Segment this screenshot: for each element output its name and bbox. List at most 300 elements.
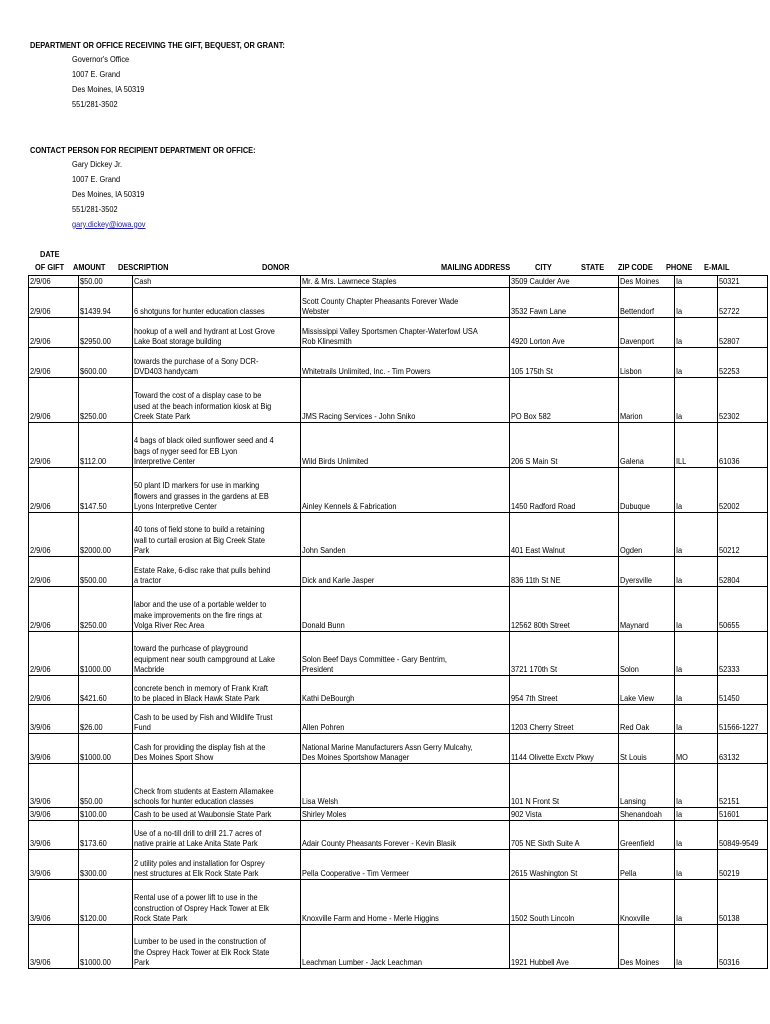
- gift-row: [29, 276, 768, 288]
- gift-address-cell: [510, 276, 619, 288]
- gift-zip-text: 50316: [719, 957, 740, 968]
- gift-state-cell: [675, 288, 718, 318]
- gift-amount-text: $421.60: [80, 693, 107, 704]
- gift-donor-text: JMS Racing Services - John Sniko: [302, 411, 416, 422]
- gift-donor-cell: [301, 676, 510, 705]
- gift-date-text: 3/9/06: [30, 957, 51, 968]
- gift-city-text: Pella: [620, 868, 637, 879]
- gift-donor-text: Ainley Kennels & Fabrication: [302, 501, 397, 512]
- gift-date-cell: [29, 288, 79, 318]
- gift-state-text: Ia: [676, 693, 683, 704]
- gift-date-cell: [29, 764, 79, 808]
- gift-state-cell: [675, 348, 718, 378]
- gift-description-text: toward the purhcase of playground equipment near south campground at Lake Macbride: [134, 643, 275, 675]
- gift-donor-cell: [301, 734, 510, 764]
- gift-amount-cell: [79, 468, 133, 513]
- gift-date-cell: [29, 276, 79, 288]
- gift-address-cell: [510, 423, 619, 468]
- header-date-top: DATE: [40, 249, 60, 259]
- gift-amount-cell: [79, 378, 133, 423]
- gift-address-text: 105 175th St: [511, 366, 553, 377]
- gift-amount-text: $50.00: [80, 796, 103, 807]
- gift-date-text: 2/9/06: [30, 456, 51, 467]
- gift-date-text: 2/9/06: [30, 306, 51, 317]
- gift-city-cell: [619, 318, 675, 348]
- gift-description-cell: [133, 925, 301, 969]
- gift-zip-cell: [718, 423, 768, 468]
- gift-description-cell: [133, 632, 301, 676]
- gift-zip-text: 52151: [719, 796, 740, 807]
- gift-date-text: 2/9/06: [30, 545, 51, 556]
- gift-description-text: Rental use of a power lift to use in the construction of Osprey Hack Tower at Elk Rock State Park: [134, 892, 270, 924]
- contact-line: 1007 E. Grand: [72, 174, 121, 184]
- gift-address-cell: [510, 734, 619, 764]
- gift-address-text: 836 11th St NE: [511, 575, 561, 586]
- gift-donor-cell: [301, 764, 510, 808]
- gift-address-text: 4920 Lorton Ave: [511, 336, 565, 347]
- gift-donor-text: Mississippi Valley Sportsmen Chapter-Waterfowl USA Rob Klinesmith: [302, 325, 478, 347]
- gift-address-cell: [510, 821, 619, 850]
- gift-description-text: Toward the cost of a display case to be used at the beach information kiosk at Big Creek State Park: [134, 390, 272, 422]
- gift-description-cell: [133, 676, 301, 705]
- gift-zip-cell: [718, 557, 768, 587]
- contact-email-link[interactable]: gary.dickey@iowa.gov: [72, 219, 146, 229]
- gift-city-text: Lisbon: [620, 366, 642, 377]
- gift-zip-cell: [718, 348, 768, 378]
- gift-date-cell: [29, 850, 79, 880]
- gift-date-cell: [29, 318, 79, 348]
- gift-date-cell: [29, 925, 79, 969]
- gift-row: [29, 587, 768, 632]
- gift-zip-cell: [718, 764, 768, 808]
- gift-zip-cell: [718, 808, 768, 821]
- gift-amount-text: $300.00: [80, 868, 107, 879]
- gift-donor-text: Scott County Chapter Pheasants Forever Wade Webster: [302, 295, 459, 317]
- gift-donor-text: Donald Bunn: [302, 620, 345, 631]
- header-amount: AMOUNT: [73, 262, 106, 272]
- gift-description-text: 6 shotguns for hunter education classes: [134, 306, 265, 317]
- gift-row: [29, 557, 768, 587]
- gift-state-text: Ia: [676, 913, 683, 924]
- gift-donor-text: Shirley Moles: [302, 809, 347, 820]
- gift-amount-text: $250.00: [80, 620, 107, 631]
- gift-donor-cell: [301, 513, 510, 557]
- gift-state-text: Ia: [676, 336, 683, 347]
- gift-address-cell: [510, 378, 619, 423]
- gift-amount-text: $250.00: [80, 411, 107, 422]
- gift-address-text: 101 N Front St: [511, 796, 560, 807]
- gift-row: [29, 378, 768, 423]
- gift-state-cell: [675, 378, 718, 423]
- gift-city-cell: [619, 880, 675, 925]
- department-line: Governor's Office: [72, 54, 130, 64]
- gift-state-text: Ia: [676, 545, 683, 556]
- gift-amount-cell: [79, 288, 133, 318]
- header-mailing-address: MAILING ADDRESS: [441, 262, 511, 272]
- gift-amount-cell: [79, 318, 133, 348]
- gift-address-text: 3532 Fawn Lane: [511, 306, 567, 317]
- gift-city-cell: [619, 632, 675, 676]
- gift-amount-cell: [79, 423, 133, 468]
- gift-city-cell: [619, 513, 675, 557]
- gift-state-text: Ia: [676, 620, 683, 631]
- gift-zip-text: 52333: [719, 664, 740, 675]
- gift-city-cell: [619, 288, 675, 318]
- gift-donor-text: Lisa Welsh: [302, 796, 339, 807]
- gift-amount-cell: [79, 705, 133, 734]
- gift-zip-text: 50212: [719, 545, 740, 556]
- gift-description-text: Lumber to be used in the construction of the Osprey Hack Tower at Elk Rock State Park: [134, 936, 270, 968]
- gift-description-text: Cash to be used by Fish and Wildlife Trust Fund: [134, 711, 273, 733]
- gift-date-text: 2/9/06: [30, 620, 51, 631]
- gift-description-cell: [133, 378, 301, 423]
- gift-date-cell: [29, 557, 79, 587]
- gift-date-cell: [29, 468, 79, 513]
- gift-amount-text: $1000.00: [80, 957, 111, 968]
- gift-city-cell: [619, 557, 675, 587]
- gift-address-text: 12562 80th Street: [511, 620, 570, 631]
- gift-date-text: 2/9/06: [30, 575, 51, 586]
- gift-description-cell: [133, 557, 301, 587]
- gift-state-cell: [675, 676, 718, 705]
- gift-zip-text: 50655: [719, 620, 740, 631]
- gift-date-cell: [29, 632, 79, 676]
- gift-amount-text: $1000.00: [80, 752, 111, 763]
- gift-date-text: 2/9/06: [30, 501, 51, 512]
- gift-address-cell: [510, 808, 619, 821]
- gift-address-text: 1502 South Lincoln: [511, 913, 575, 924]
- gift-donor-cell: [301, 880, 510, 925]
- gift-amount-cell: [79, 276, 133, 288]
- gift-donor-cell: [301, 378, 510, 423]
- gift-address-cell: [510, 468, 619, 513]
- gift-city-cell: [619, 850, 675, 880]
- gift-row: [29, 676, 768, 705]
- gift-state-cell: [675, 764, 718, 808]
- gift-donor-cell: [301, 468, 510, 513]
- gift-address-text: 1203 Cherry Street: [511, 722, 574, 733]
- gift-zip-text: 52302: [719, 411, 740, 422]
- gift-donor-text: Kathi DeBourgh: [302, 693, 355, 704]
- gift-state-cell: [675, 850, 718, 880]
- header-phone: PHONE: [666, 262, 693, 272]
- gift-amount-text: $147.50: [80, 501, 107, 512]
- gift-state-text: Ia: [676, 838, 683, 849]
- gift-city-text: Lansing: [620, 796, 646, 807]
- gift-state-text: Ia: [676, 957, 683, 968]
- gift-zip-text: 52804: [719, 575, 740, 586]
- gift-donor-text: Knoxville Farm and Home - Merle Higgins: [302, 913, 439, 924]
- gift-description-text: Cash to be used at Waubonsie State Park: [134, 809, 272, 820]
- gift-row: [29, 288, 768, 318]
- gift-amount-cell: [79, 734, 133, 764]
- gift-donor-cell: [301, 587, 510, 632]
- gift-city-text: Davenport: [620, 336, 655, 347]
- gift-zip-cell: [718, 734, 768, 764]
- gift-donor-cell: [301, 925, 510, 969]
- gift-description-cell: [133, 348, 301, 378]
- gift-city-text: Ogden: [620, 545, 643, 556]
- contact-email-line[interactable]: [72, 217, 157, 232]
- gift-donor-cell: [301, 705, 510, 734]
- gift-city-text: Greenfield: [620, 838, 655, 849]
- gift-description-cell: [133, 705, 301, 734]
- gift-donor-cell: [301, 276, 510, 288]
- gift-date-text: 3/9/06: [30, 809, 51, 820]
- contact-line: Gary Dickey Jr.: [72, 159, 123, 169]
- gift-city-text: Knoxville: [620, 913, 650, 924]
- gift-zip-cell: [718, 378, 768, 423]
- gift-description-cell: [133, 821, 301, 850]
- gift-city-text: Solon: [620, 664, 639, 675]
- gift-zip-text: 50219: [719, 868, 740, 879]
- gift-state-text: Ia: [676, 366, 683, 377]
- gift-date-cell: [29, 513, 79, 557]
- gift-amount-cell: [79, 513, 133, 557]
- gift-description-text: hookup of a well and hydrant at Lost Grove Lake Boat storage building: [134, 325, 275, 347]
- gift-zip-text: 52722: [719, 306, 740, 317]
- gift-zip-cell: [718, 880, 768, 925]
- gift-date-cell: [29, 587, 79, 632]
- gift-city-cell: [619, 423, 675, 468]
- gift-address-text: 3721 170th St: [511, 664, 558, 675]
- gift-address-text: 401 East Walnut: [511, 545, 565, 556]
- gift-amount-text: $1439.94: [80, 306, 111, 317]
- gift-row: [29, 348, 768, 378]
- gift-address-cell: [510, 348, 619, 378]
- gift-donor-text: Wild Birds Unlimited: [302, 456, 369, 467]
- gift-amount-cell: [79, 348, 133, 378]
- gift-amount-text: $26.00: [80, 722, 103, 733]
- gift-state-text: MO: [676, 752, 688, 763]
- gift-address-text: 206 S Main St: [511, 456, 558, 467]
- gift-donor-text: Allen Pohren: [302, 722, 345, 733]
- gift-zip-cell: [718, 925, 768, 969]
- gift-state-text: Ia: [676, 664, 683, 675]
- gift-state-cell: [675, 276, 718, 288]
- gift-donor-text: Whitetrails Unlimited, Inc. - Tim Powers: [302, 366, 431, 377]
- gift-date-cell: [29, 880, 79, 925]
- gift-address-text: 954 7th Street: [511, 693, 558, 704]
- gift-state-text: Ia: [676, 501, 683, 512]
- gift-donor-text: Mr. & Mrs. Lawrnece Staples: [302, 276, 397, 287]
- gift-date-text: 2/9/06: [30, 664, 51, 675]
- header-state: STATE: [581, 262, 605, 272]
- gift-city-text: St Louis: [620, 752, 647, 763]
- gift-zip-text: 50849-9549: [719, 838, 759, 849]
- gift-address-cell: [510, 880, 619, 925]
- gift-donor-cell: [301, 318, 510, 348]
- gift-address-cell: [510, 676, 619, 705]
- gift-amount-text: $600.00: [80, 366, 107, 377]
- gift-description-text: 2 utility poles and installation for Osprey nest structures at Elk Rock State Park: [134, 857, 265, 879]
- gift-city-text: Des Moines: [620, 957, 660, 968]
- gift-donor-cell: [301, 288, 510, 318]
- gift-city-text: Lake View: [620, 693, 654, 704]
- gift-city-cell: [619, 468, 675, 513]
- gift-zip-text: 51450: [719, 693, 740, 704]
- gift-state-text: Ia: [676, 796, 683, 807]
- gift-date-text: 3/9/06: [30, 838, 51, 849]
- gift-zip-text: 51566-1227: [719, 722, 759, 733]
- gift-description-text: Estate Rake, 6-disc rake that pulls behind a tractor: [134, 564, 271, 586]
- gift-state-cell: [675, 734, 718, 764]
- gift-amount-cell: [79, 850, 133, 880]
- gift-zip-text: 50138: [719, 913, 740, 924]
- gift-donor-text: National Marine Manufacturers Assn Gerry Mulcahy, Des Moines Sportshow Manager: [302, 741, 473, 763]
- gift-state-cell: [675, 925, 718, 969]
- gift-state-text: Ia: [676, 575, 683, 586]
- gift-donor-cell: [301, 808, 510, 821]
- gift-row: [29, 632, 768, 676]
- gift-date-cell: [29, 423, 79, 468]
- department-address: [72, 52, 156, 112]
- gift-address-cell: [510, 288, 619, 318]
- gift-amount-text: $2000.00: [80, 545, 111, 556]
- gift-address-text: 1450 Radford Road: [511, 501, 576, 512]
- gift-zip-cell: [718, 276, 768, 288]
- gift-description-cell: [133, 764, 301, 808]
- contact-heading: [30, 145, 292, 155]
- gift-description-cell: [133, 587, 301, 632]
- gift-city-cell: [619, 276, 675, 288]
- gift-description-cell: [133, 808, 301, 821]
- gift-state-cell: [675, 423, 718, 468]
- gift-state-cell: [675, 705, 718, 734]
- gift-address-cell: [510, 318, 619, 348]
- gift-amount-cell: [79, 925, 133, 969]
- department-heading-text: DEPARTMENT OR OFFICE RECEIVING THE GIFT, BEQUEST, OR GRANT:: [30, 40, 285, 50]
- gift-state-text: Ia: [676, 868, 683, 879]
- gift-donor-text: John Sanden: [302, 545, 346, 556]
- gift-description-cell: [133, 513, 301, 557]
- contact-line: Des Moines, IA 50319: [72, 189, 145, 199]
- gift-description-text: 50 plant ID markers for use in marking flowers and grasses in the gardens at EB Lyons Interpretive Center: [134, 480, 269, 512]
- gift-date-cell: [29, 705, 79, 734]
- header-donor: DONOR: [262, 262, 290, 272]
- gift-description-text: Check from students at Eastern Allamakee schools for hunter education classes: [134, 785, 274, 807]
- gift-city-cell: [619, 808, 675, 821]
- gift-address-cell: [510, 850, 619, 880]
- gift-amount-cell: [79, 880, 133, 925]
- gift-row: [29, 880, 768, 925]
- gift-address-cell: [510, 705, 619, 734]
- gift-description-text: towards the purchase of a Sony DCR-DVD403 handycam: [134, 355, 259, 377]
- gift-state-cell: [675, 513, 718, 557]
- gift-row: [29, 764, 768, 808]
- gift-amount-cell: [79, 821, 133, 850]
- gift-date-text: 3/9/06: [30, 868, 51, 879]
- gift-date-text: 3/9/06: [30, 913, 51, 924]
- gift-description-text: Use of a no-till drill to drill 21.7 acres of native prairie at Lake Anita State Park: [134, 827, 262, 849]
- department-line: 1007 E. Grand: [72, 69, 121, 79]
- gifts-table: [28, 275, 768, 969]
- gift-city-cell: [619, 734, 675, 764]
- gift-description-text: 40 tons of field stone to build a retaining wall to curtail erosion at Big Creek State Park: [134, 524, 266, 556]
- gift-state-text: Ia: [676, 306, 683, 317]
- gift-zip-cell: [718, 821, 768, 850]
- gift-row: [29, 734, 768, 764]
- gift-amount-cell: [79, 587, 133, 632]
- gift-row: [29, 808, 768, 821]
- gift-amount-text: $50.00: [80, 276, 103, 287]
- gift-city-text: Des Moines: [620, 276, 660, 287]
- gift-state-cell: [675, 808, 718, 821]
- gift-city-cell: [619, 764, 675, 808]
- gift-zip-text: 50321: [719, 276, 740, 287]
- gift-amount-cell: [79, 632, 133, 676]
- header-email: E-MAIL: [704, 262, 730, 272]
- gift-date-text: 2/9/06: [30, 276, 51, 287]
- gift-donor-text: Dick and Karle Jasper: [302, 575, 375, 586]
- gift-city-text: Marion: [620, 411, 643, 422]
- gift-donor-text: Solon Beef Days Committee - Gary Bentrim, President: [302, 653, 447, 675]
- gift-city-text: Bettendorf: [620, 306, 655, 317]
- contact-line: 551/281-3502: [72, 204, 118, 214]
- gift-amount-text: $2950.00: [80, 336, 111, 347]
- contact-address: [72, 157, 157, 232]
- gift-description-cell: [133, 734, 301, 764]
- gift-row: [29, 705, 768, 734]
- gift-state-text: Ia: [676, 276, 683, 287]
- gift-donor-cell: [301, 850, 510, 880]
- department-heading: [30, 40, 326, 50]
- gift-state-text: Ia: [676, 722, 683, 733]
- gift-address-cell: [510, 925, 619, 969]
- gift-city-cell: [619, 378, 675, 423]
- gift-date-cell: [29, 676, 79, 705]
- gift-row: [29, 925, 768, 969]
- gift-state-cell: [675, 632, 718, 676]
- gift-state-text: ILL: [676, 456, 687, 467]
- department-line: Des Moines, IA 50319: [72, 84, 145, 94]
- gift-city-cell: [619, 705, 675, 734]
- gift-zip-cell: [718, 587, 768, 632]
- header-city: CITY: [535, 262, 552, 272]
- gift-date-text: 2/9/06: [30, 336, 51, 347]
- gift-date-cell: [29, 734, 79, 764]
- gift-city-cell: [619, 925, 675, 969]
- department-line: 551/281-3502: [72, 99, 118, 109]
- gift-row: [29, 423, 768, 468]
- gift-zip-text: 63132: [719, 752, 740, 763]
- gift-zip-cell: [718, 632, 768, 676]
- gift-donor-cell: [301, 348, 510, 378]
- gift-address-text: 902 Vista: [511, 809, 542, 820]
- gift-description-cell: [133, 288, 301, 318]
- gift-zip-cell: [718, 705, 768, 734]
- gift-row: [29, 318, 768, 348]
- gift-zip-text: 52002: [719, 501, 740, 512]
- gift-zip-text: 52807: [719, 336, 740, 347]
- gift-city-text: Dubuque: [620, 501, 651, 512]
- gift-city-text: Maynard: [620, 620, 649, 631]
- gift-donor-cell: [301, 632, 510, 676]
- gift-city-cell: [619, 821, 675, 850]
- gift-state-cell: [675, 587, 718, 632]
- gift-zip-cell: [718, 850, 768, 880]
- gift-zip-cell: [718, 513, 768, 557]
- gift-rows: [29, 276, 768, 969]
- gift-row: [29, 513, 768, 557]
- gift-date-cell: [29, 821, 79, 850]
- gift-date-text: 2/9/06: [30, 693, 51, 704]
- gift-zip-cell: [718, 318, 768, 348]
- gift-address-text: PO Box 582: [511, 411, 551, 422]
- gift-date-cell: [29, 808, 79, 821]
- gift-row: [29, 821, 768, 850]
- gift-amount-text: $112.00: [80, 456, 107, 467]
